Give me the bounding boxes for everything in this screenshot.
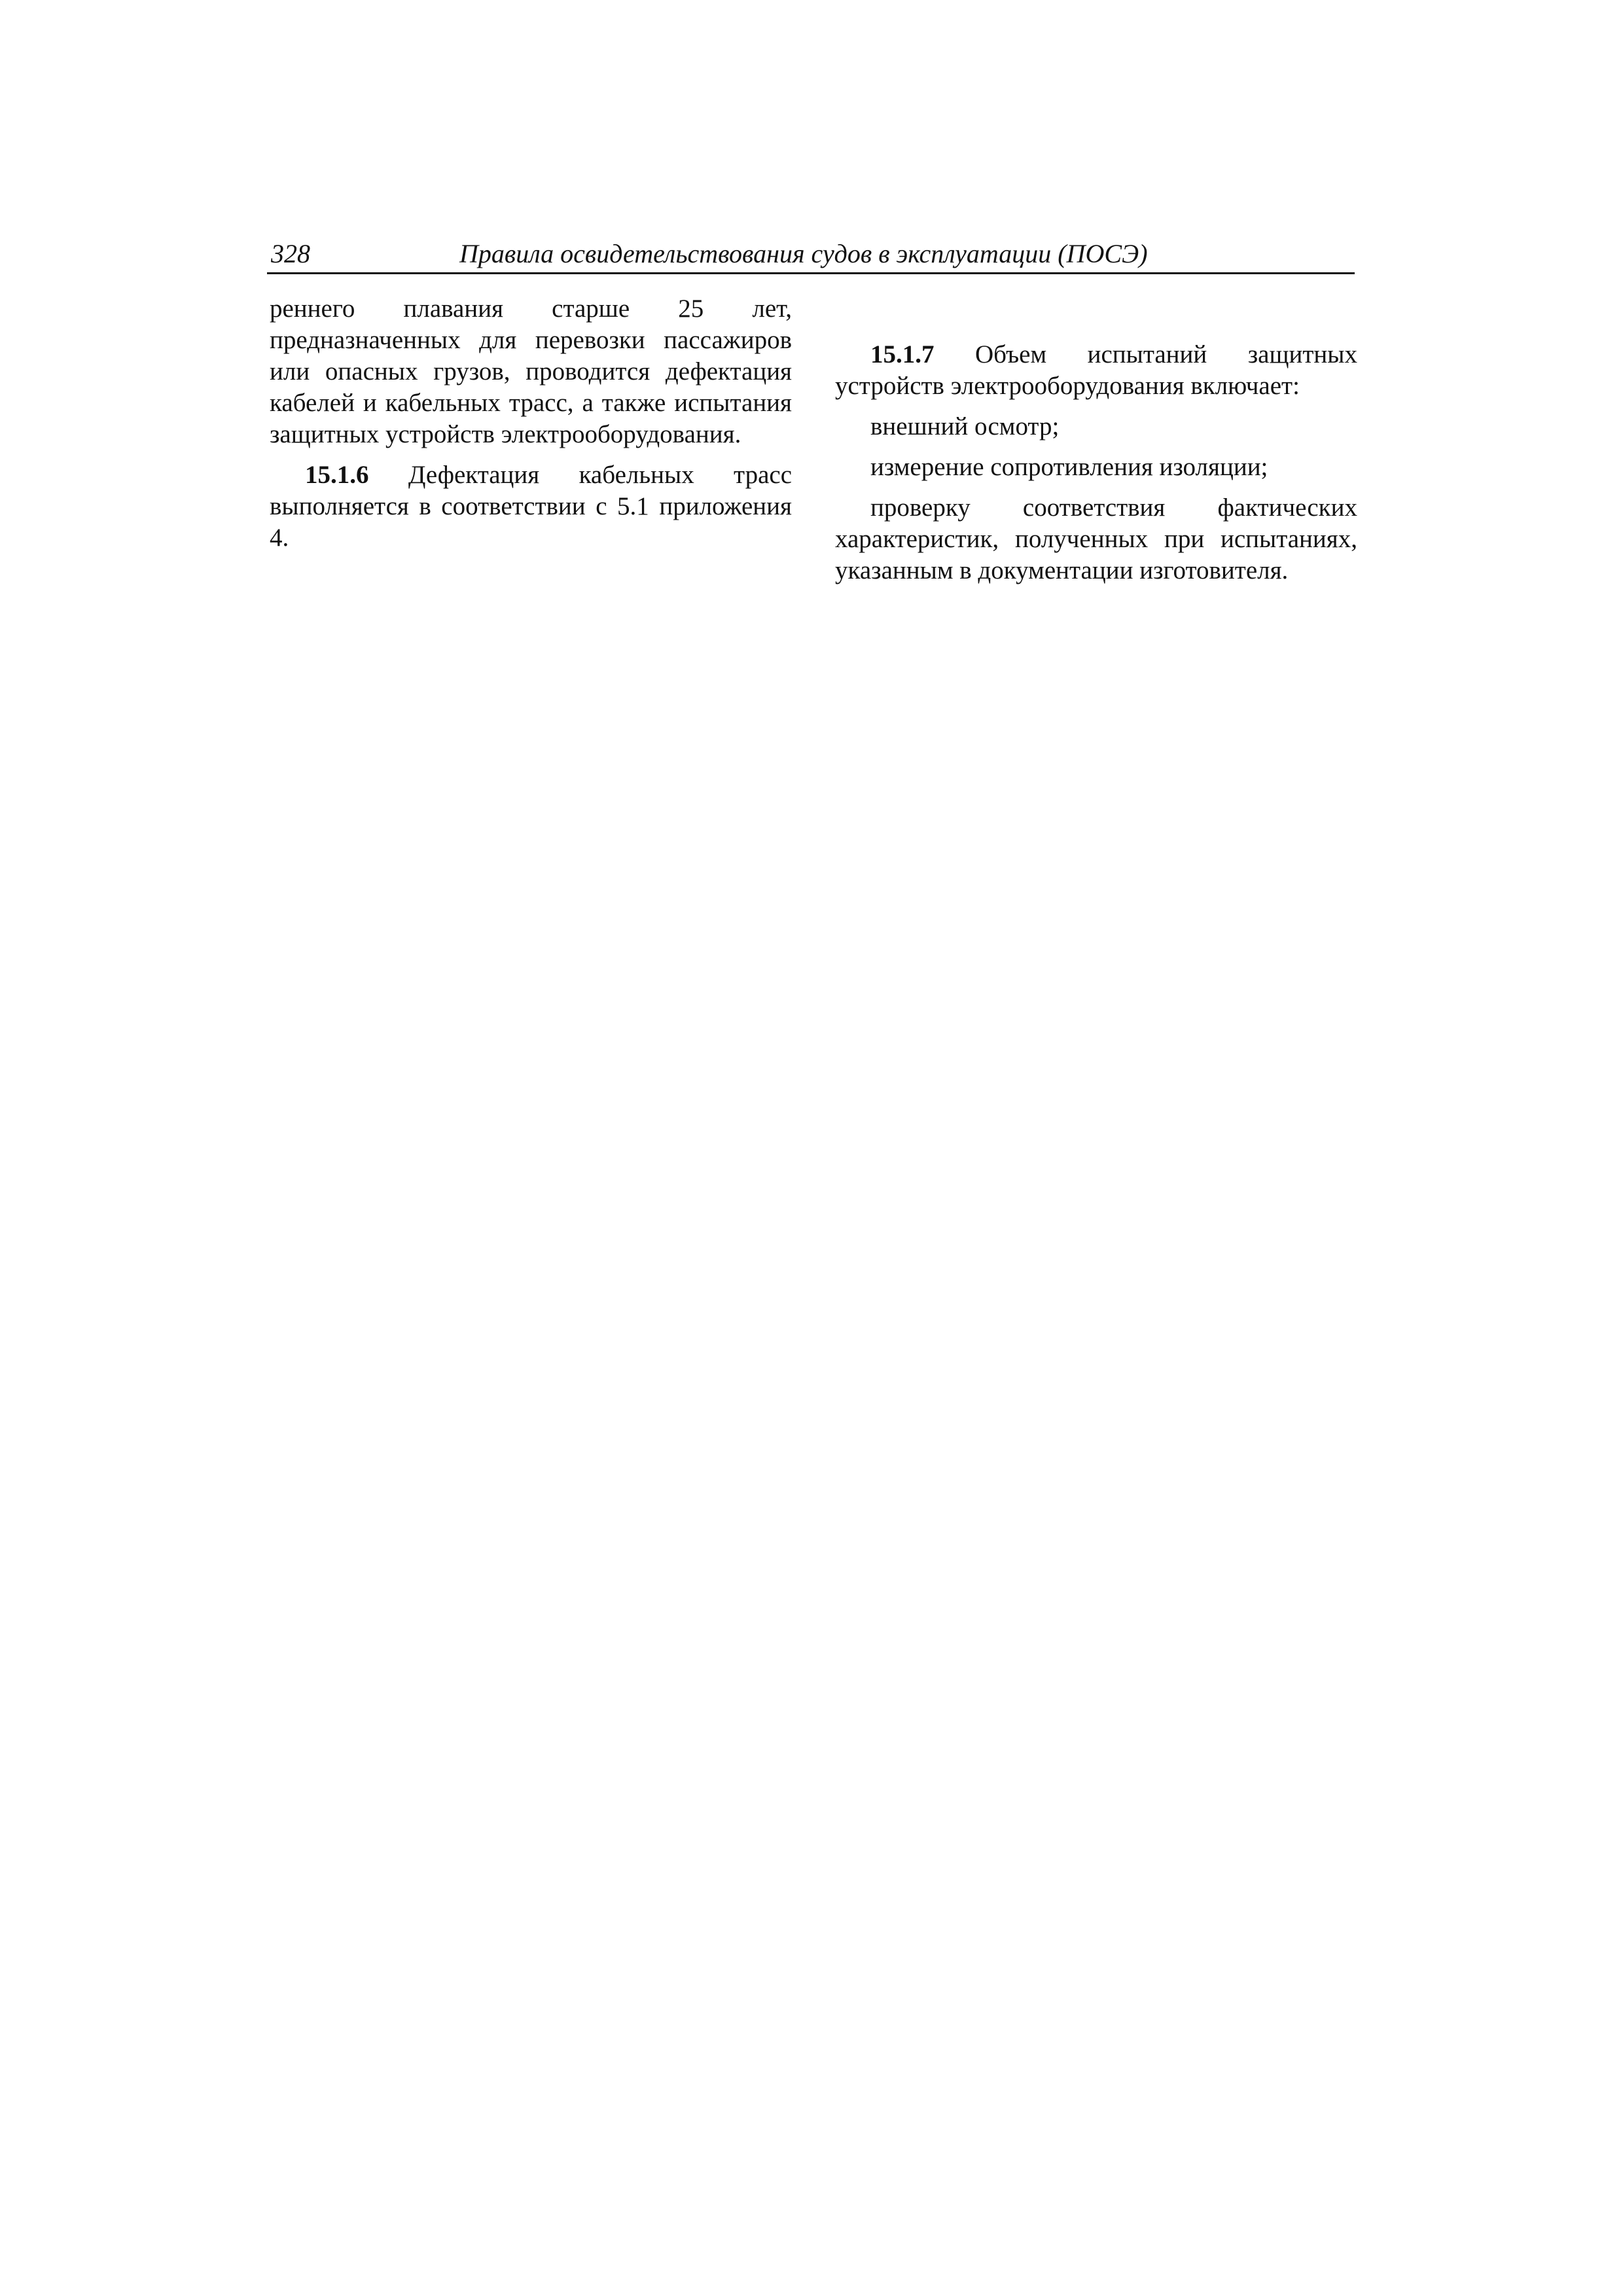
list-item: внешний осмотр; (870, 412, 1060, 440)
page-header (267, 236, 1355, 274)
clause-number: 15.1.7 (870, 340, 935, 368)
list-item: измерение сопротивления изоляции; (870, 453, 1268, 481)
clause-text: Объем испытаний защитных устройств электрооборудования включает: (835, 340, 1357, 400)
clause-text: Дефектация кабельных трасс выполняется в соответствии с 5.1 приложения 4. (270, 461, 792, 552)
list-item: проверку соответствия фактических характеристик, полученных при испытаниях, указанным в документации изготовителя. (835, 493, 1357, 584)
page-number: 328 (271, 239, 310, 268)
right-column (835, 293, 1357, 586)
paragraph-15-1-7 (835, 339, 1357, 402)
clause-number: 15.1.6 (305, 461, 369, 489)
left-column (270, 293, 792, 554)
paragraph-continuation: реннего плавания старше 25 лет, предназначенных для перевозки пассажиров или опасных грузов, проводится дефектация кабелей и кабельных трасс, а также испытания защитных устройств электрооборудования. (270, 295, 792, 448)
paragraph-15-1-6 (270, 459, 792, 554)
running-title: Правила освидетельствования судов в эксплуатации (ПОСЭ) (459, 239, 1148, 268)
